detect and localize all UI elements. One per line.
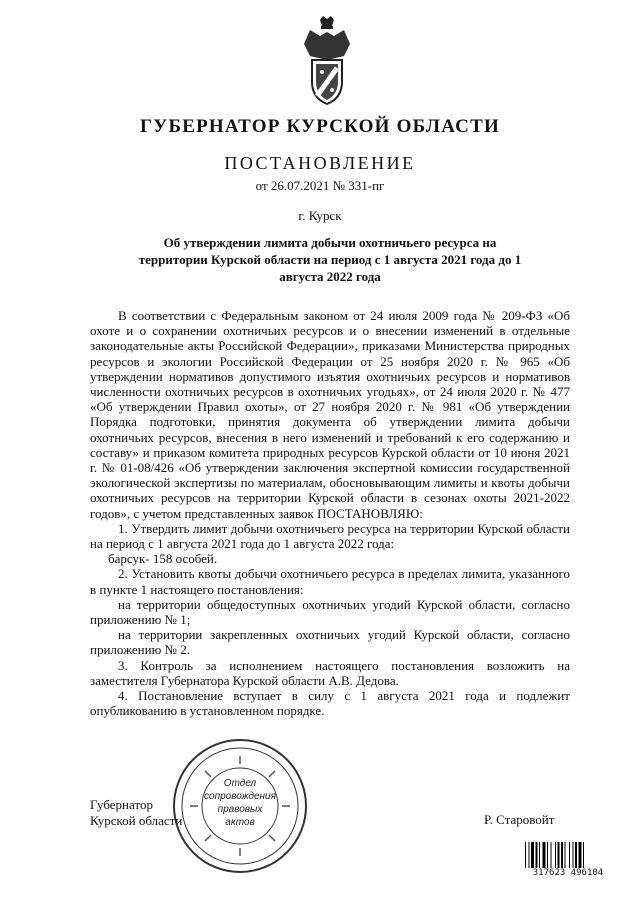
document-type: ПОСТАНОВЛЕНИЕ — [224, 153, 416, 173]
item-2-paragraph: 2. Установить квоты добычи охотничьего ресурса в пределах лимита, указанного в пункте 1 настоящего постановления: — [90, 566, 570, 597]
item-2b-paragraph: на территории закрепленных охотничьих угодий Курской области, согласно приложению № 2. — [90, 627, 570, 658]
item-1-sub-paragraph: барсук- 158 особей. — [108, 551, 218, 567]
preamble-paragraph: В соответствии с Федеральным законом от 24 июля 2009 года № 209-ФЗ «Об охоте и о сохранении охотничьих ресурсов и о внесении изменений в отдельные законодательные акты Российской Федерации», приказами Министерства природных ресурсов и экологии Российской Федерации от 25 ноября 2020 г. № 965 «Об утверждении нормативов допустимого изъятия охотничьих ресурсов и нормативов численности охотничьих ресурсов в охотничьих угодьях», от 24 июля 2020 г. № 477 «Об утверждении Правил охоты», от 27 ноября 2020 г. № 981 «Об утверждении Порядка подготовки, принятия документа об утверждении лимита добычи охотничьих ресурсов, внесения в него изменений и требований к его содержанию и составу» и приказом комитета природных ресурсов Курской области от 10 июня 2021 г. № 01-08/426 «Об утверждении заключения экспертной комиссии государственной экологической экспертизы по материалам, обосновывающим лимиты и квоты добычи охотничьих ресурсов на территории Курской области в сезонах охоты 2021-2022 годов», с учетом представленных заявок ПОСТАНОВЛЯЮ: — [90, 308, 570, 521]
stamp-line1: Отдел — [223, 778, 257, 789]
document-subject: Об утверждении лимита добычи охотничьего ресурса на территории Курской области на период с 1 августа 2021 года до 1 августа 2022 года — [138, 235, 522, 284]
signer-position-line2: Курской области — [90, 813, 183, 828]
signer-position — [90, 797, 182, 829]
stamp-line4: актов — [225, 817, 255, 828]
official-stamp — [170, 736, 310, 876]
document-body — [90, 308, 570, 718]
authority-title: ГУБЕРНАТОР КУРСКОЙ ОБЛАСТИ — [140, 116, 500, 137]
signer-position-line1: Губернатор — [90, 797, 153, 812]
barcode-number: 317623 496104 — [524, 868, 612, 878]
document-city: г. Курск — [298, 208, 342, 223]
stamp-line3: правовых — [217, 804, 263, 815]
stamp-line2: сопровождения — [204, 791, 276, 802]
item-3-paragraph: 3. Контроль за исполнением настоящего постановления возложить на заместителя Губернатора Курской области А.В. Дедова. — [90, 657, 570, 688]
item-4-paragraph: 4. Постановление вступает в силу с 1 августа 2021 года и подлежит опубликованию в установленном порядке. — [90, 688, 570, 719]
signer-name: Р. Старовойт — [484, 812, 555, 827]
item-1-paragraph: 1. Утвердить лимит добычи охотничьего ресурса на территории Курской области на период с 1 августа 2021 года до 1 августа 2022 года: — [90, 520, 570, 552]
document-date-number: от 26.07.2021 № 331-пг — [255, 178, 385, 193]
coat-of-arms-icon — [300, 16, 354, 106]
item-2a-paragraph: на территории общедоступных охотничьих угодий Курской области, согласно приложению № 1; — [90, 596, 570, 628]
